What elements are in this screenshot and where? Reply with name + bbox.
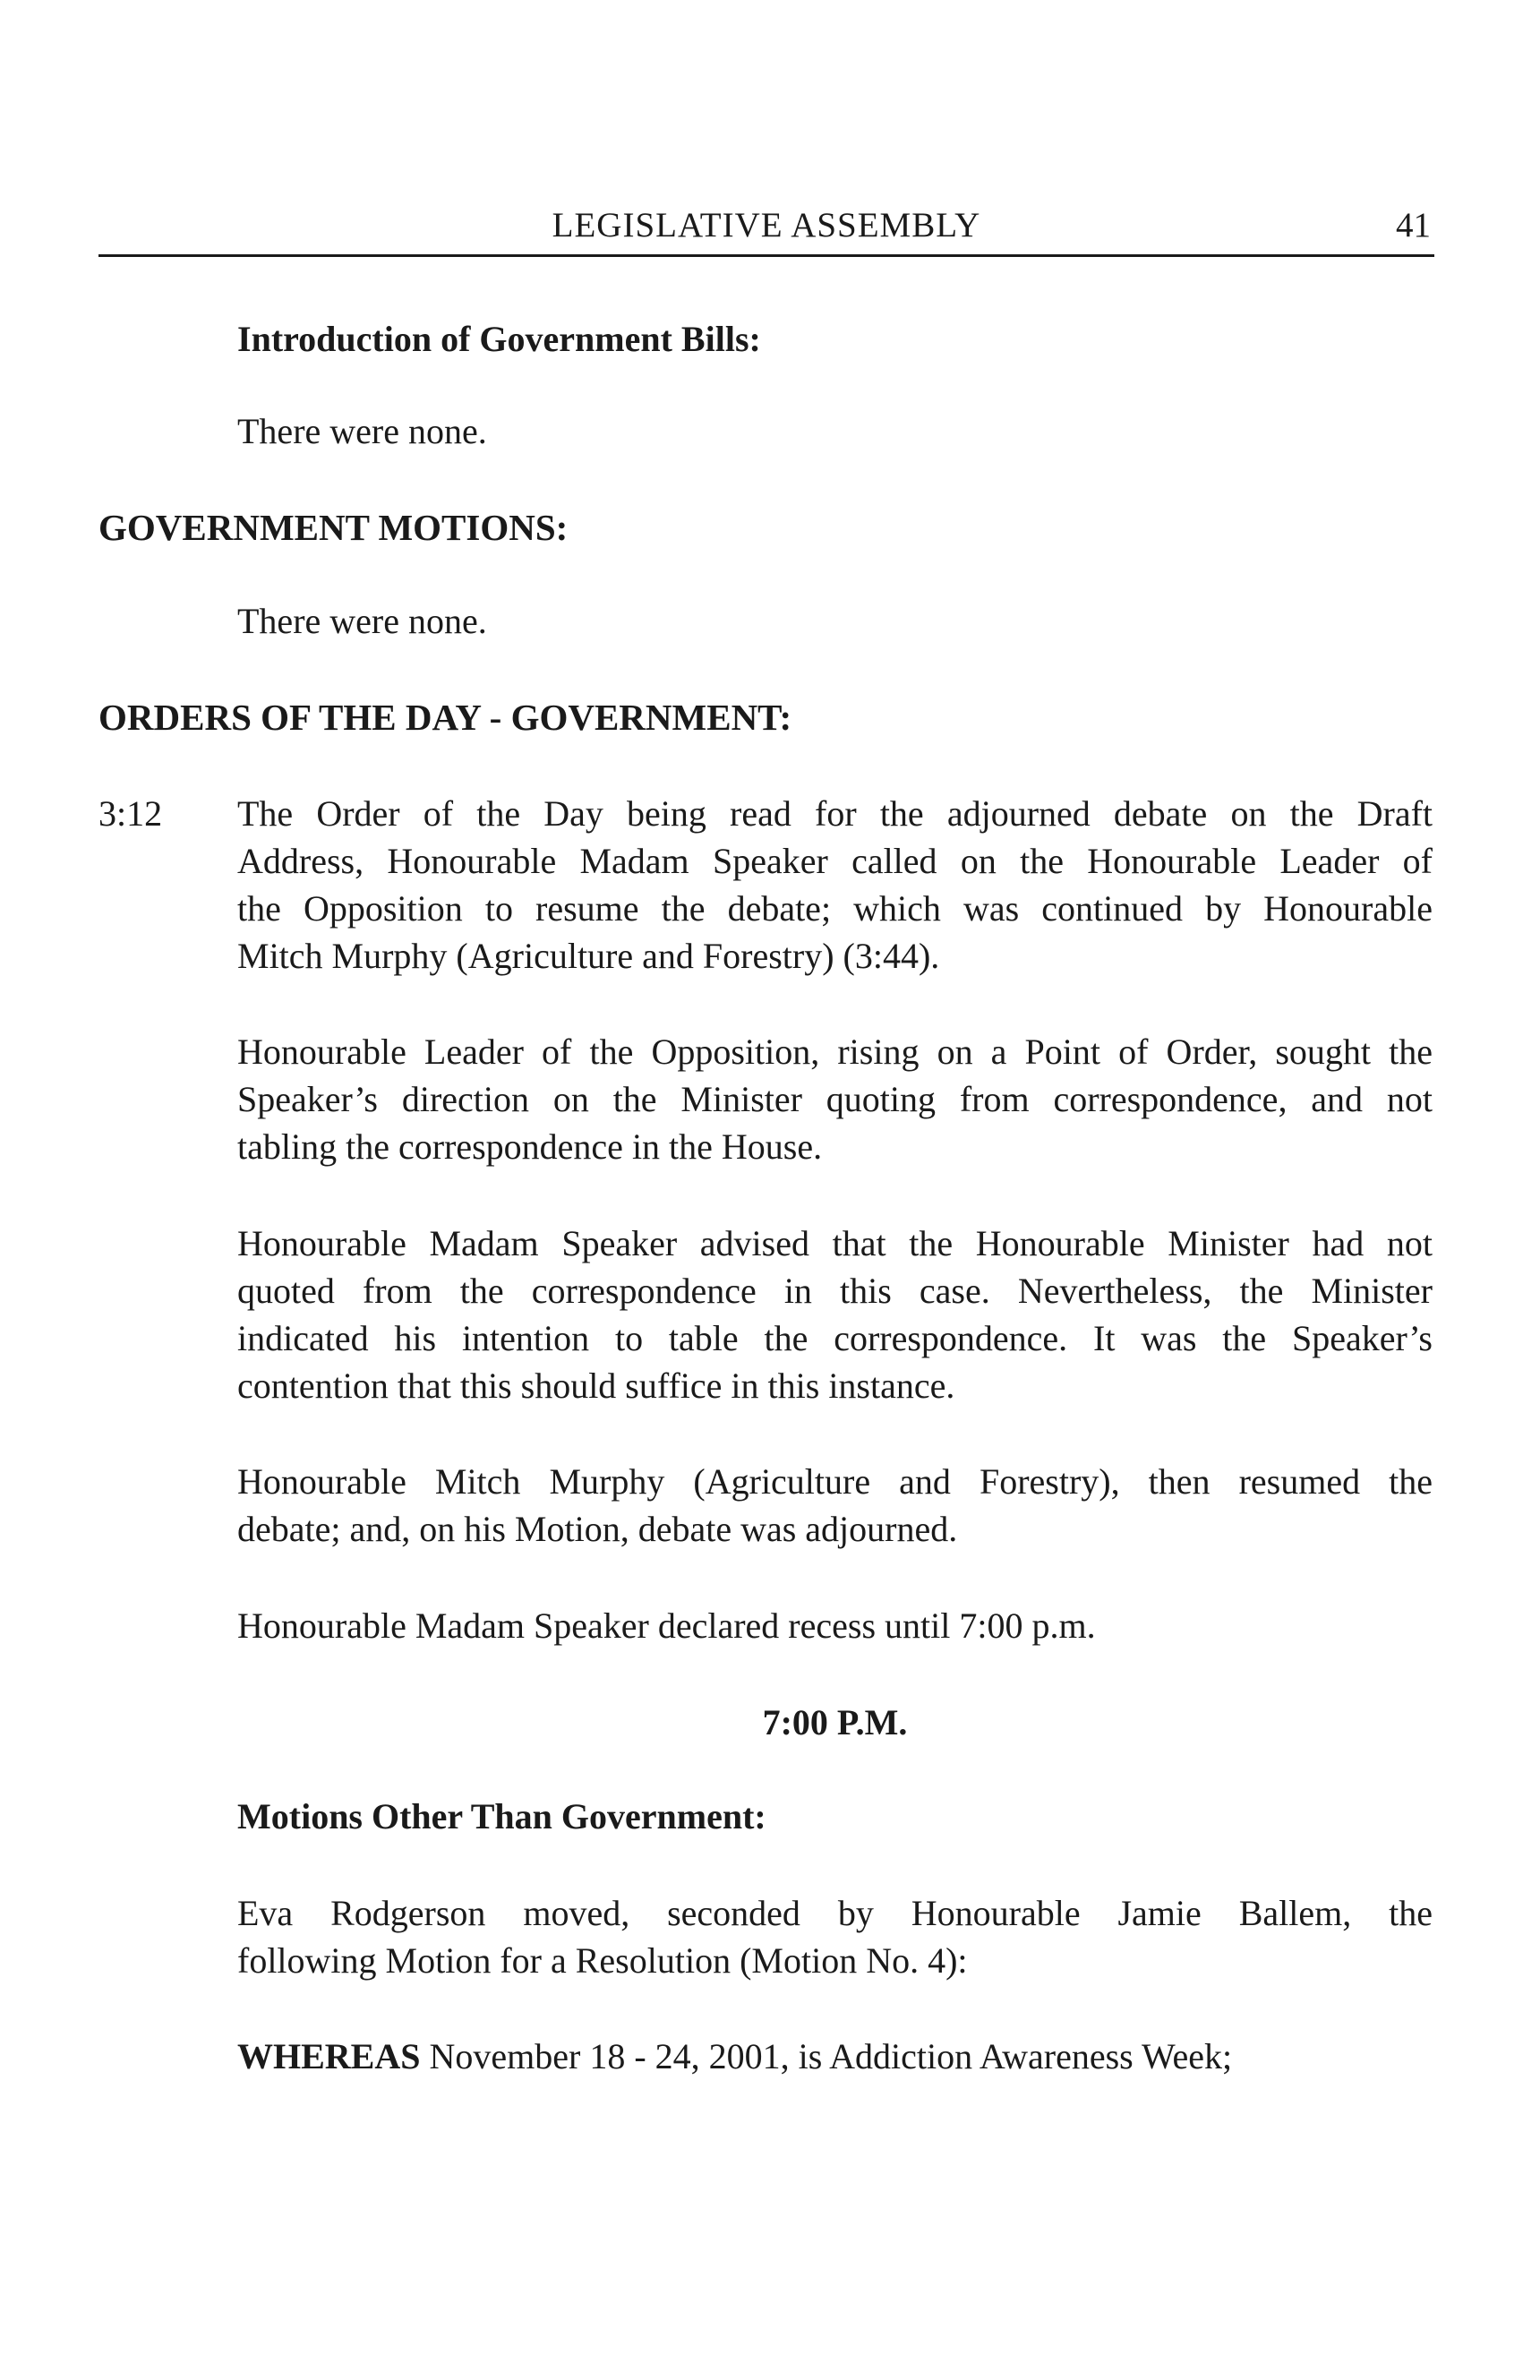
paragraph-point-of-order xyxy=(237,1028,1433,1170)
paragraph-motion-4 xyxy=(237,1889,1433,1984)
paragraph-line: Honourable Madam Speaker declared recess until 7:00 p.m. xyxy=(237,1605,1096,1646)
paragraph-line: Speaker’s direction on the Minister quoting from correspondence, and not xyxy=(237,1079,1433,1119)
paragraph-line: Eva Rodgerson moved, seconded by Honourable Jamie Ballem, the xyxy=(237,1893,1433,1933)
paragraph-line: Mitch Murphy (Agriculture and Forestry) (3:44). xyxy=(237,936,940,976)
paragraph-line: following Motion for a Resolution (Motion No. 4): xyxy=(237,1940,968,1981)
paragraph-line: the Opposition to resume the debate; which was continued by Honourable xyxy=(237,888,1433,929)
page-number: 41 xyxy=(1396,206,1431,244)
running-header xyxy=(98,204,1434,257)
paragraph-line xyxy=(237,2033,1433,2080)
paragraph-line: debate; and, on his Motion, debate was adjourned. xyxy=(237,1509,958,1549)
paragraph-line: Honourable Mitch Murphy (Agriculture and Forestry), then resumed the xyxy=(237,1461,1433,1502)
paragraph-line: Honourable Madam Speaker advised that the Honourable Minister had not xyxy=(237,1223,1433,1263)
paragraph-speaker-advice xyxy=(237,1220,1433,1409)
paragraph-recess xyxy=(237,1602,1433,1649)
intro-bills-text: There were none. xyxy=(237,411,487,451)
motions-other-than-government-heading: Motions Other Than Government: xyxy=(237,1796,766,1836)
paragraph-whereas xyxy=(237,2033,1433,2080)
paragraph-line: tabling the correspondence in the House. xyxy=(237,1126,823,1167)
evening-time-heading: 7:00 P.M. xyxy=(762,1702,908,1742)
paragraph-draft-address xyxy=(237,790,1433,980)
intro-bills-heading: Introduction of Government Bills: xyxy=(237,319,761,359)
government-motions-heading: GOVERNMENT MOTIONS: xyxy=(98,507,569,548)
timestamp-3-12: 3:12 xyxy=(98,793,163,834)
paragraph-line: Address, Honourable Madam Speaker called on the Honourable Leader of xyxy=(237,841,1433,881)
whereas-keyword: WHEREAS xyxy=(237,2036,421,2076)
government-motions-text: There were none. xyxy=(237,601,487,641)
paragraph-line: Honourable Leader of the Opposition, rising on a Point of Order, sought the xyxy=(237,1032,1433,1072)
paragraph-debate-resumed xyxy=(237,1458,1433,1553)
orders-of-the-day-heading: ORDERS OF THE DAY - GOVERNMENT: xyxy=(98,697,792,738)
running-title: LEGISLATIVE ASSEMBLY xyxy=(552,206,981,244)
whereas-text: November 18 - 24, 2001, is Addiction Awareness Week; xyxy=(420,2036,1233,2076)
paragraph-line: indicated his intention to table the correspondence. It was the Speaker’s xyxy=(237,1318,1433,1358)
paragraph-line: quoted from the correspondence in this case. Nevertheless, the Minister xyxy=(237,1271,1433,1311)
paragraph-line: contention that this should suffice in this instance. xyxy=(237,1366,955,1406)
paragraph-line: The Order of the Day being read for the adjourned debate on the Draft xyxy=(237,793,1433,834)
